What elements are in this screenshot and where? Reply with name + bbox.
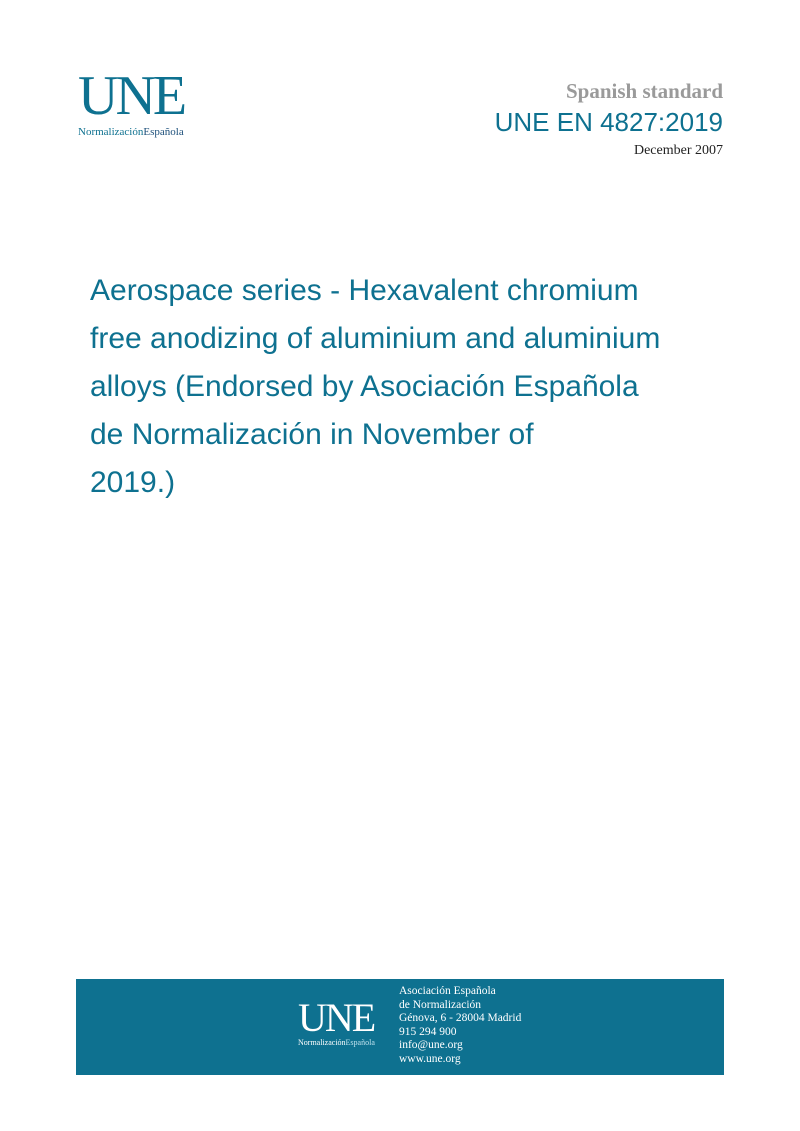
logo-mark: UNE: [78, 65, 185, 127]
title-line: de Normalización in November of: [90, 418, 534, 451]
title-line: alloys (Endorsed by Asociación Española: [90, 370, 639, 403]
footer-email: info@une.org: [399, 1039, 463, 1051]
standard-code: UNE EN 4827:2019: [494, 107, 723, 137]
footer-logo: [298, 995, 388, 1048]
standard-header: [495, 78, 723, 160]
footer-logo-tagline: [298, 1038, 388, 1048]
logo-tagline: [78, 126, 218, 139]
logo-tagline-part1: Normalización: [78, 126, 144, 138]
title-line: Aerospace series - Hexavalent chromium: [90, 274, 639, 307]
footer-contact: [399, 985, 521, 1066]
footer-org-name: Asociación Española: [399, 985, 496, 997]
footer-address: Génova, 6 - 28004 Madrid: [399, 1012, 522, 1024]
document-title: [90, 267, 730, 507]
logo-tagline-part2: Española: [143, 126, 184, 138]
footer-website: www.une.org: [399, 1052, 461, 1065]
footer-tagline-part2: Española: [345, 1038, 375, 1047]
footer-phone: 915 294 900: [399, 1025, 457, 1038]
footer-band: [76, 979, 724, 1075]
une-logo: [78, 65, 218, 139]
footer-tagline-part1: Normalización: [298, 1038, 346, 1047]
footer-org-name-2: de Normalización: [399, 998, 482, 1011]
title-line: 2019.): [90, 466, 176, 499]
standard-date: December 2007: [633, 143, 723, 158]
footer-logo-mark: UNE: [298, 995, 375, 1040]
title-line: free anodizing of aluminium and aluminium: [90, 322, 661, 355]
standard-kind: Spanish standard: [566, 79, 723, 103]
